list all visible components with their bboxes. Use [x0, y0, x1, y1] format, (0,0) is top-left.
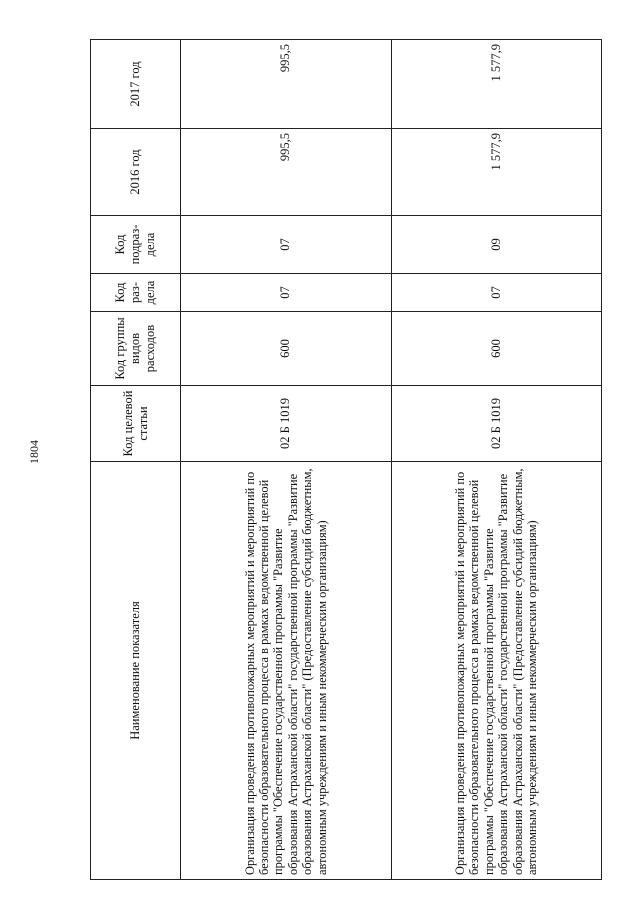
header-code-group: Код группы видов расходов	[91, 312, 181, 386]
row-code-subsection: 07	[181, 216, 392, 274]
table-row	[391, 40, 602, 880]
row-value-2016: 995,5	[181, 129, 392, 216]
row-code-target: 02 Б 1019	[181, 386, 392, 462]
header-code-subsection: Код подраз-дела	[91, 216, 181, 274]
header-code-section: Код раз-дела	[91, 274, 181, 312]
table-row	[181, 40, 392, 880]
row-value-2016: 1 577,9	[391, 129, 602, 216]
budget-table-container	[90, 40, 602, 880]
row-code-target: 02 Б 1019	[391, 386, 602, 462]
row-code-group: 600	[391, 312, 602, 386]
page-number: 1804	[27, 440, 41, 464]
header-code-target: Код целевой статьи	[91, 386, 181, 462]
row-code-section: 07	[181, 274, 392, 312]
row-code-group: 600	[181, 312, 392, 386]
header-2016: 2016 год	[91, 129, 181, 216]
header-name: Наименование показателя	[91, 462, 181, 880]
row-code-subsection: 09	[391, 216, 602, 274]
header-2017: 2017 год	[91, 40, 181, 129]
row-value-2017: 1 577,9	[391, 40, 602, 129]
row-value-2017: 995,5	[181, 40, 392, 129]
row-code-section: 07	[391, 274, 602, 312]
row-name: Организация проведения противопожарных мероприятий и мероприятий по безопасности образовательного процесса в рамках ведомственной целевой программы "Обеспечение государственной программы "Развитие образования Астраханской области" государственной программы "Развитие образования Астраханской области" (Предоставление субсидий бюджетным, автономным учреждениям и иным некоммерческим организациям)	[181, 462, 392, 880]
row-name: Организация проведения противопожарных мероприятий и мероприятий по безопасности образовательного процесса в рамках ведомственной целевой программы "Обеспечение государственной программы "Развитие образования Астраханской области" государственной программы "Развитие образования Астраханской области" (Предоставление субсидий бюджетным, автономным учреждениям и иным некоммерческим организациям)	[391, 462, 602, 880]
budget-table	[90, 39, 602, 880]
table-header-row	[91, 40, 181, 880]
